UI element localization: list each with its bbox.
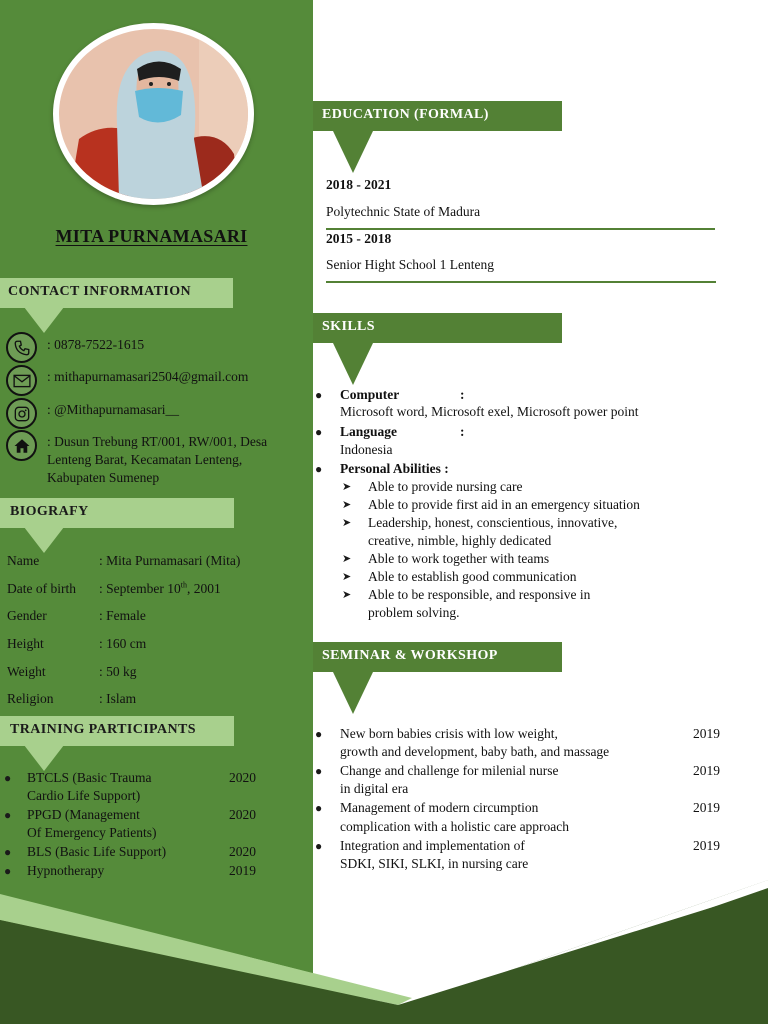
- ability-item-continued: problem solving.: [368, 605, 460, 620]
- phone-icon: [6, 332, 37, 363]
- seminar-item-1-year: 2019: [693, 726, 720, 741]
- bio-label-name: Name: [7, 553, 40, 568]
- training-item-1-line1: BTCLS (Basic Trauma: [27, 770, 152, 785]
- home-icon: [6, 430, 37, 461]
- candidate-name: MITA PURNAMASARI: [55, 226, 248, 246]
- ability-arrow-icon: ➤: [342, 553, 352, 565]
- profile-photo-image: [59, 29, 248, 199]
- ability-arrow-icon: ➤: [342, 571, 352, 583]
- ability-arrow-icon: ➤: [342, 499, 352, 511]
- skills-language-value: Indonesia: [340, 442, 393, 457]
- contact-address-line2: Lenteng Barat, Kecamatan Lenteng,: [47, 452, 243, 467]
- ability-item-continued: creative, nimble, highly dedicated: [368, 533, 552, 548]
- seminar-bullet: ●: [315, 727, 323, 741]
- seminar-item-2-line1: Change and challenge for milenial nurse: [340, 763, 559, 778]
- training-item-2-line1: PPGD (Management: [27, 807, 140, 822]
- bio-label-weight: Weight: [7, 664, 46, 679]
- training-item-3-year: 2020: [229, 844, 256, 859]
- profile-photo: [59, 29, 248, 199]
- education-1-school: Polytechnic State of Madura: [326, 204, 481, 219]
- education-1-years: 2018 - 2021: [326, 177, 392, 192]
- seminar-bullet: ●: [315, 801, 323, 815]
- bio-value-weight: : 50 kg: [99, 664, 137, 679]
- training-item-1-line2: Cardio Life Support): [27, 788, 141, 803]
- seminar-bullet: ●: [315, 839, 323, 853]
- bio-value-gender: : Female: [99, 608, 146, 623]
- contact-address-line3: Kabupaten Sumenep: [47, 470, 160, 485]
- skills-bullet: ●: [315, 425, 323, 439]
- skills-heading: SKILLS: [313, 313, 562, 343]
- ability-item: Able to be responsible, and responsive in: [368, 587, 591, 602]
- bio-value-height: : 160 cm: [99, 636, 147, 651]
- training-bullet: ●: [4, 771, 12, 785]
- envelope-icon: [6, 365, 37, 396]
- skills-computer-value: Microsoft word, Microsoft exel, Microsoft power point: [340, 404, 639, 419]
- training-heading-pointer: [24, 745, 64, 771]
- training-bullet: ●: [4, 845, 12, 859]
- bio-label-religion: Religion: [7, 691, 54, 706]
- skills-bullet: ●: [315, 462, 323, 476]
- training-item-2-year: 2020: [229, 807, 256, 822]
- biography-heading: BIOGRAFY: [0, 498, 234, 528]
- ability-arrow-icon: ➤: [342, 589, 352, 601]
- bio-value-religion: : Islam: [99, 691, 137, 706]
- skills-personal-label: Personal Abilities :: [340, 461, 449, 476]
- bio-label-height: Height: [7, 636, 44, 651]
- training-bullet: ●: [4, 864, 12, 878]
- education-2-school: Senior Hight School 1 Lenteng: [326, 257, 494, 272]
- seminar-heading: SEMINAR & WORKSHOP: [313, 642, 562, 672]
- contact-heading-pointer: [24, 307, 64, 333]
- bio-label-dob: Date of birth: [7, 581, 76, 596]
- education-2-years: 2015 - 2018: [326, 231, 392, 246]
- seminar-item-2-line2: in digital era: [340, 781, 409, 796]
- ability-item: Able to establish good communication: [368, 569, 577, 584]
- training-item-4-year: 2019: [229, 863, 256, 878]
- biography-heading-pointer: [24, 527, 64, 553]
- training-item-3-line1: BLS (Basic Life Support): [27, 844, 167, 859]
- ability-arrow-icon: ➤: [342, 481, 352, 493]
- seminar-item-4-year: 2019: [693, 838, 720, 853]
- seminar-item-1-line1: New born babies crisis with low weight,: [340, 726, 558, 741]
- bio-value-name: : Mita Purnamasari (Mita): [99, 553, 241, 568]
- bio-label-gender: Gender: [7, 608, 47, 623]
- training-item-1-year: 2020: [229, 770, 256, 785]
- education-divider: [326, 281, 716, 283]
- ability-item: Able to provide nursing care: [368, 479, 523, 494]
- skills-heading-pointer: [333, 343, 373, 385]
- training-bullet: ●: [4, 808, 12, 822]
- skills-computer-colon: :: [460, 387, 465, 402]
- seminar-item-1-line2: growth and development, baby bath, and massage: [340, 744, 610, 759]
- seminar-heading-pointer: [333, 672, 373, 714]
- skills-computer-label: Computer: [340, 387, 400, 402]
- contact-phone: : 0878-7522-1615: [47, 337, 145, 352]
- contact-heading: CONTACT INFORMATION: [0, 278, 233, 308]
- skills-bullet: ●: [315, 388, 323, 402]
- training-heading: TRAINING PARTICIPANTS: [0, 716, 234, 746]
- bio-value-dob: : September 10th, 2001: [99, 580, 221, 596]
- ability-arrow-icon: ➤: [342, 517, 352, 529]
- education-heading-pointer: [333, 131, 373, 173]
- training-item-4-line1: Hypnotherapy: [27, 863, 105, 878]
- ability-item: Leadership, honest, conscientious, innovative,: [368, 515, 618, 530]
- instagram-icon: [6, 398, 37, 429]
- ability-item: Able to work together with teams: [368, 551, 550, 566]
- training-item-2-line2: Of Emergency Patients): [27, 825, 157, 840]
- education-heading: EDUCATION (FORMAL): [313, 101, 562, 131]
- seminar-item-4-line1: Integration and implementation of: [340, 838, 525, 853]
- seminar-bullet: ●: [315, 764, 323, 778]
- contact-instagram[interactable]: : @Mithapurnamasari__: [47, 402, 180, 417]
- seminar-item-3-line2: complication with a holistic care approach: [340, 819, 570, 834]
- contact-email[interactable]: : mithapurnamasari2504@gmail.com: [47, 369, 249, 384]
- seminar-item-2-year: 2019: [693, 763, 720, 778]
- seminar-item-4-line2: SDKI, SIKI, SLKI, in nursing care: [340, 856, 529, 871]
- footer-sidebar-patch: [0, 880, 313, 1024]
- skills-language-colon: :: [460, 424, 465, 439]
- seminar-item-3-line1: Management of modern circumption: [340, 800, 539, 815]
- skills-language-label: Language: [340, 424, 398, 439]
- ability-item: Able to provide first aid in an emergency situation: [368, 497, 640, 512]
- seminar-item-3-year: 2019: [693, 800, 720, 815]
- contact-address-line1: : Dusun Trebung RT/001, RW/001, Desa: [47, 434, 268, 449]
